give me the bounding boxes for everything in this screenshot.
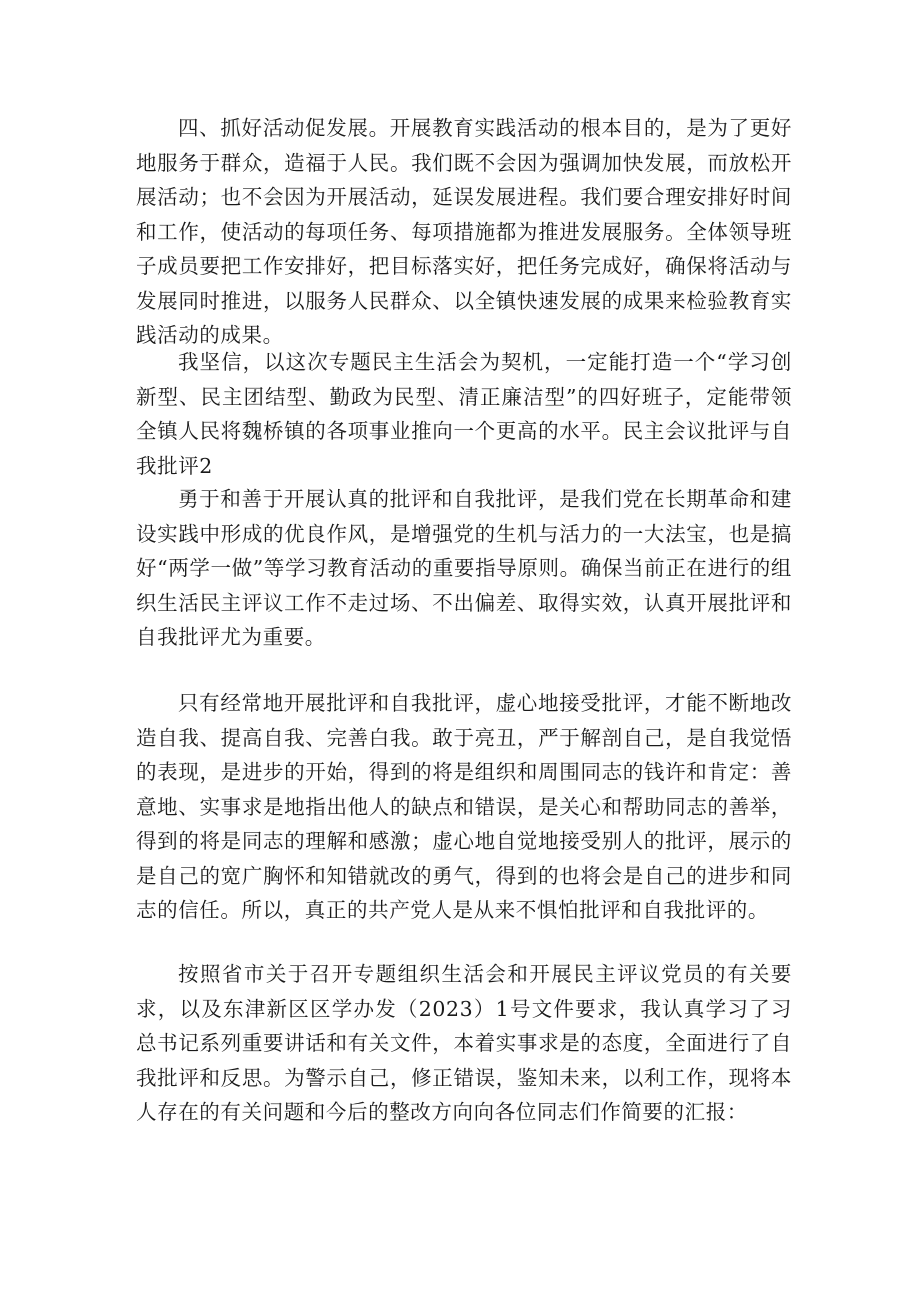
paragraph-criticism-importance: 勇于和善于开展认真的批评和自我批评，是我们党在长期革命和建设实践中形成的优良作风，是增强党的生机与活力的一大法宝，也是搞好“两学一做”等学习教育活动的重要指导原则。确保当前正在进行的组织生活民主评议工作不走过场、不出偏差、取得实效，认真开展批评和自我批评尤为重要。 [136, 487, 792, 649]
paragraph-activity-development: 四、抓好活动促发展。开展教育实践活动的根本目的，是为了更好地服务于群众，造福于人民。我们既不会因为强调加快发展，而放松开展活动；也不会因为开展活动，延误发展进程。我们要合理安排好时间和工作，使活动的每项任务、每项措施都为推进发展服务。全体领导班子成员要把工作安排好，把目标落实好，把任务完成好，确保将活动与发展同时推进，以服务人民群众、以全镇快速发展的成果来检验教育实践活动的成果。 [136, 116, 792, 347]
paragraph-conviction: 我坚信，以这次专题民主生活会为契机，一定能打造一个“学习创新型、民主团结型、勤政为民型、清正廉洁型”的四好班子，定能带领全镇人民将魏桥镇的各项事业推向一个更高的水平。民主会议批评与自我批评2 [136, 350, 792, 478]
paragraph-report-intro: 按照省市关于召开专题组织生活会和开展民主评议党员的有关要求，以及东津新区区学办发（2023）1号文件要求，我认真学习了习总书记系列重要讲话和有关文件，本着实事求是的态度，全面进行了自我批评和反思。为警示自己，修正错误，鉴知未来，以利工作，现将本人存在的有关问题和今后的整改方向向各位同志们作简要的汇报： [136, 962, 792, 1124]
paragraph-self-criticism: 只有经常地开展批评和自我批评，虚心地接受批评，才能不断地改造自我、提高自我、完善白我。敢于亮丑，严于解剖自己，是自我觉悟的表现，是进步的开始，得到的将是组织和周围同志的钱许和肯定：善意地、实事求是地指出他人的缺点和错误，是关心和帮助同志的善举，得到的将是同志的理解和感激；虚心地自觉地接受别人的批评，展示的是自己的宽广胸怀和知错就改的勇气，得到的也将会是自己的进步和同志的信任。所以，真正的共产党人是从来不惧怕批评和自我批评的。 [136, 691, 792, 922]
